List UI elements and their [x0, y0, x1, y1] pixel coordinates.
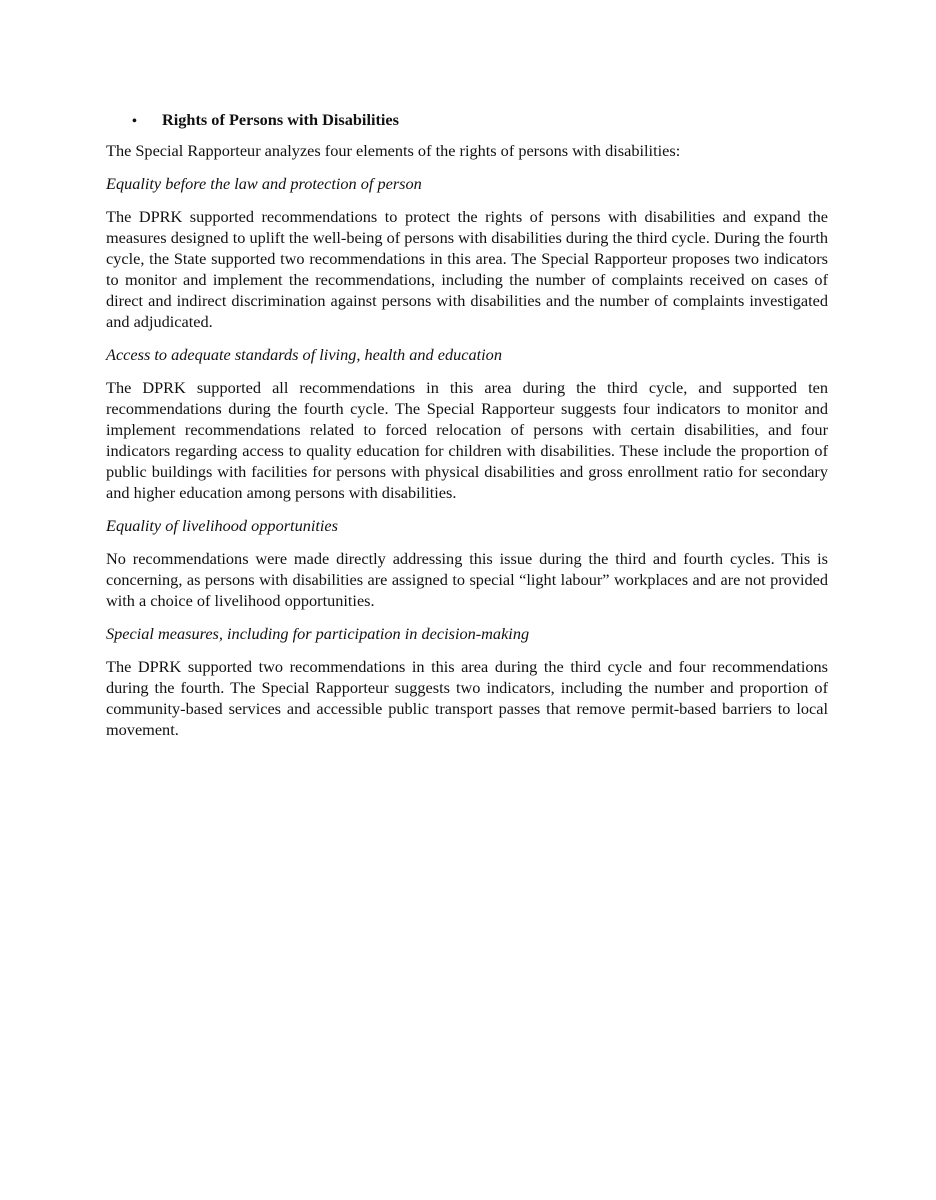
paragraph-livelihood: No recommendations were made directly addressing this issue during the third and fourth cycles. This is concerning, as persons with disabilities are assigned to special “light labour” workplaces and are not provided with a choice of livelihood opportunities. [106, 549, 828, 610]
subheading-equality-before-law: Equality before the law and protection of person [106, 174, 422, 193]
subheading-special-measures: Special measures, including for participation in decision-making [106, 624, 530, 643]
bullet-icon: • [132, 114, 137, 129]
subheading-access-standards: Access to adequate standards of living, health and education [106, 345, 502, 364]
subheading-livelihood: Equality of livelihood opportunities [106, 516, 338, 535]
section-heading-title: Rights of Persons with Disabilities [162, 110, 399, 129]
paragraph-access-standards: The DPRK supported all recommendations in this area during the third cycle, and supported ten recommendations during the fourth cycle. The Special Rapporteur suggests four indicators to monitor and implement recommendations related to forced relocation of persons with certain disabilities, and four indicators regarding access to quality education for children with disabilities. These include the proportion of public buildings with facilities for persons with physical disabilities and gross enrollment ratio for secondary and higher education among persons with disabilities. [106, 378, 828, 502]
paragraph-special-measures: The DPRK supported two recommendations in this area during the third cycle and four recommendations during the fourth. The Special Rapporteur suggests two indicators, including the number and proportion of community-based services and accessible public transport passes that remove permit-based barriers to local movement. [106, 657, 828, 739]
intro-paragraph: The Special Rapporteur analyzes four elements of the rights of persons with disabilities: [106, 141, 681, 160]
document-page [106, 108, 828, 752]
section-heading [106, 108, 828, 134]
paragraph-equality-before-law: The DPRK supported recommendations to protect the rights of persons with disabilities and expand the measures designed to uplift the well-being of persons with disabilities during the third cycle. During the fourth cycle, the State supported two recommendations in this area. The Special Rapporteur proposes two indicators to monitor and implement the recommendations, including the number of complaints received on cases of direct and indirect discrimination against persons with disabilities and the number of complaints investigated and adjudicated. [106, 207, 828, 331]
